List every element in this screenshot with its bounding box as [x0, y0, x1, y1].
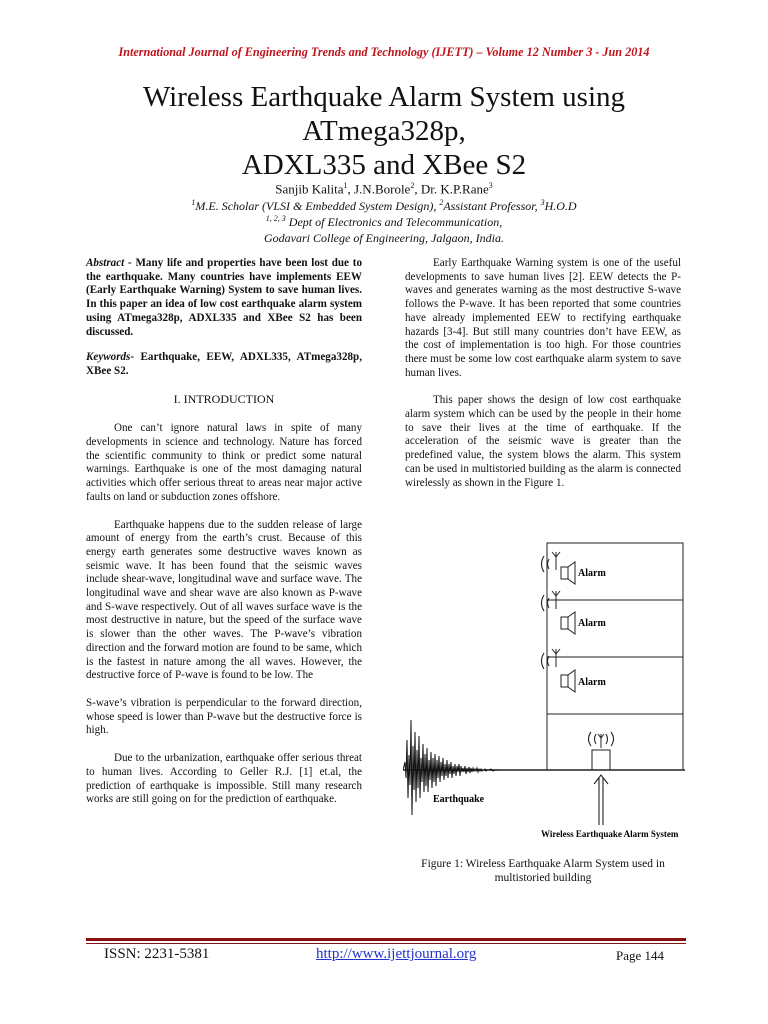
left-column	[86, 257, 362, 807]
intro-paragraph-1: One can’t ignore natural laws in spite of many developments in science and technology. Nature has forced the scientific community to think or predict some natural warnings. Earthquake is one of the most damaging natural activities which offer serious threat to areas near major active faults on land or subduction zones offshore.	[86, 422, 362, 503]
journal-header: International Journal of Engineering Trends and Technology (IJETT) – Volume 12 Number 3 - Jun 2014	[118, 45, 650, 59]
earthquake-label: Earthquake	[433, 794, 485, 805]
affiliation-roles: $^1$M.E. Scholar (VLSI & Embedded System Design), $^2$Assistant Professor, $^3$H.O.D	[191, 198, 577, 213]
figure-caption: Figure 1: Wireless Earthquake Alarm System used in multistoried building	[421, 858, 665, 884]
intro-paragraph-2: Earthquake happens due to the sudden release of large amount of energy from the earth’s crust. Because of this energy earth generates some destructive waves known as seismic wave. It has been found that the seismic waves include shear-wave, longitudinal wave and surface wave. The longitudinal wave and shear wave are also known as P-wave and S-wave respectively. Out of all waves surface wave is the most destructive in nature, but the speed of the surface wave is slower than the other waves. The P-wave’s vibration direction and the forward motion are found to be same, which is the fastest in nature among the all waves. However, the destructive force of P-wave is found to be low. The	[86, 518, 362, 682]
alarm-unit-1	[542, 649, 607, 692]
right-paragraph-2: This paper shows the design of low cost earthquake alarm system which can be used by the people in their home to save their lives at the time of earthquake. If the acceleration of the seismic wave is greater than the predefined value, the system blows the alarm. This system can be used in multistoried building as the alarm is connected wirelessly as shown in the Figure 1.	[405, 394, 681, 489]
figure-1-diagram	[403, 540, 685, 840]
footer-rule-thin	[86, 943, 686, 944]
title-line-3: ADXL335 and XBee S2	[241, 149, 527, 181]
paper-title	[60, 80, 708, 182]
alarm-label-3: Alarm	[578, 568, 606, 579]
affiliation-dept: $^{1, 2, 3}$ Dept of Electronics and Telecommunication,	[265, 214, 503, 229]
vibration-arrow	[594, 775, 608, 825]
keywords: Keywords- Earthquake, EEW, ADXL335, ATmega328p, XBee S2.	[86, 351, 362, 377]
system-label: Wireless Earthquake Alarm System	[541, 829, 679, 839]
author-3: , Dr. K.P.Rane	[414, 181, 489, 197]
ground-floor-box	[547, 714, 683, 770]
alarm-label-1: Alarm	[578, 677, 606, 688]
affiliation-college: Godavari College of Engineering, Jalgaon, India.	[264, 231, 504, 245]
journal-link[interactable]: http://www.ijettjournal.org	[316, 946, 477, 962]
alarm-unit-3	[542, 552, 607, 584]
alarm-label-2: Alarm	[578, 618, 606, 629]
authors: Sanjib Kalita$^1$, J.N.Borole$^2$, Dr. K.P.Rane$^3$	[275, 181, 493, 197]
page-number: Page 144	[615, 948, 664, 963]
footer	[86, 946, 686, 966]
floor-1-box	[547, 657, 683, 714]
author-2: , J.N.Borole	[347, 181, 411, 197]
footer-rule-thick	[86, 938, 686, 941]
floor-3-box	[547, 543, 683, 600]
intro-paragraph-4: Due to the urbanization, earthquake offer serious threat to human lives. According to Geller R.J. [1] et.al, the prediction of earthquake is impossible. Still many research works are still going on for the prediction of earthquake.	[86, 752, 362, 806]
abstract: Abstract - Many life and properties have been lost due to the earthquake. Many countries have implements EEW (Early Earthquake Warning) System to save human lives. In this paper an idea of low cost earthquake alarm system using ATmega328p, ADXL335 and XBee S2 has been discussed.	[86, 257, 362, 338]
issn-label: ISSN: 2231-5381	[104, 946, 210, 962]
intro-paragraph-3: S-wave’s vibration is perpendicular to the forward direction, whose speed is lower than P-wave but the destructive force is high.	[86, 696, 362, 737]
right-paragraph-1: Early Earthquake Warning system is one of the useful developments to save human lives [2]. EEW detects the P-waves and generates warning as the most destructive S-wave follows the P-wave. It has been reported that some countries have already implemented EEW to rectifying earthquake hazards [3-4]. But still many countries don’t have EEW, as the cost of implementation is too high. For those countries there must be some low cost earthquake alarm system to save human lives.	[405, 257, 681, 379]
title-line-2: ATmega328p,	[302, 115, 466, 147]
right-column	[405, 257, 681, 490]
alarm-unit-2	[542, 591, 607, 634]
transmitter-unit	[589, 732, 614, 770]
section-heading-introduction: I. INTRODUCTION	[173, 391, 275, 406]
title-line-1: Wireless Earthquake Alarm System using	[142, 81, 626, 113]
author-1: Sanjib Kalita	[275, 181, 344, 197]
